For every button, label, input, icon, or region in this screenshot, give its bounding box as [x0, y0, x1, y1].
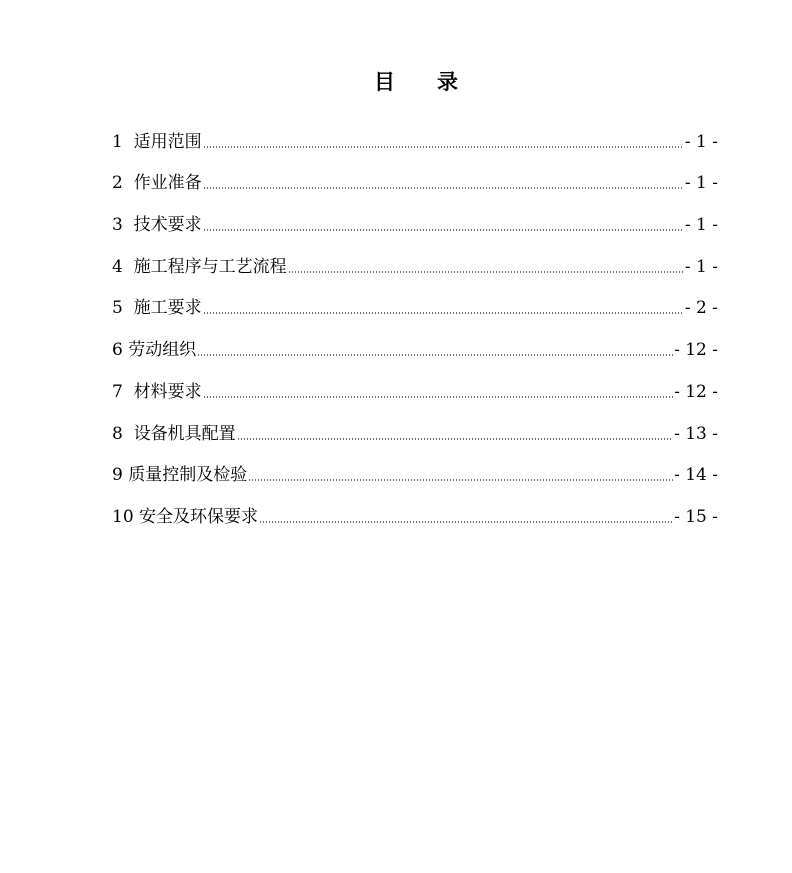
- toc-dot-leader: [203, 146, 684, 148]
- toc-dot-leader: [288, 271, 684, 273]
- toc-entry[interactable]: [112, 444, 718, 486]
- toc-entry[interactable]: [112, 318, 718, 360]
- toc-entry-label: 8 设备机具配置: [112, 423, 236, 444]
- toc-entry-page-number: - 2 -: [684, 298, 718, 319]
- toc-entry[interactable]: [112, 277, 718, 319]
- toc-entry[interactable]: [112, 110, 718, 152]
- toc-entry[interactable]: [112, 485, 718, 527]
- toc-entry-label: 9 质量控制及检验: [112, 465, 248, 486]
- toc-entry-page-number: - 12 -: [674, 340, 718, 361]
- toc-dot-leader: [259, 521, 673, 523]
- toc-entry-label: 2 作业准备: [112, 173, 202, 194]
- toc-dot-leader: [248, 479, 673, 481]
- toc-entry-page-number: - 1 -: [684, 173, 718, 194]
- toc-entry-label: 3 技术要求: [112, 215, 202, 236]
- toc-entry-page-number: - 1 -: [684, 215, 718, 236]
- toc-entry-label: 4 施工程序与工艺流程: [112, 256, 287, 277]
- toc-dot-leader: [203, 229, 684, 231]
- toc-entry-label: 10 安全及环保要求: [112, 506, 259, 527]
- toc-dot-leader: [237, 438, 673, 440]
- toc-dot-leader: [203, 312, 684, 314]
- toc-entry-page-number: - 1 -: [684, 256, 718, 277]
- toc-entry-page-number: - 12 -: [674, 381, 718, 402]
- toc-dot-leader: [197, 354, 673, 356]
- toc-entry-page-number: - 13 -: [674, 423, 718, 444]
- toc-list: [112, 110, 718, 527]
- toc-entry-page-number: - 1 -: [684, 131, 718, 152]
- toc-dot-leader: [203, 187, 684, 189]
- toc-entry-label: 5 施工要求: [112, 298, 202, 319]
- toc-title: 目 录: [374, 69, 458, 94]
- toc-entry-page-number: - 15 -: [674, 506, 718, 527]
- toc-entry-label: 7 材料要求: [112, 381, 202, 402]
- toc-entry-page-number: - 14 -: [674, 465, 718, 486]
- toc-entry[interactable]: [112, 152, 718, 194]
- toc-entry-label: 1 适用范围: [112, 131, 202, 152]
- toc-entry[interactable]: [112, 360, 718, 402]
- toc-dot-leader: [203, 396, 673, 398]
- toc-entry-label: 6 劳动组织: [112, 340, 197, 361]
- toc-entry[interactable]: [112, 235, 718, 277]
- toc-entry[interactable]: [112, 193, 718, 235]
- toc-entry[interactable]: [112, 402, 718, 444]
